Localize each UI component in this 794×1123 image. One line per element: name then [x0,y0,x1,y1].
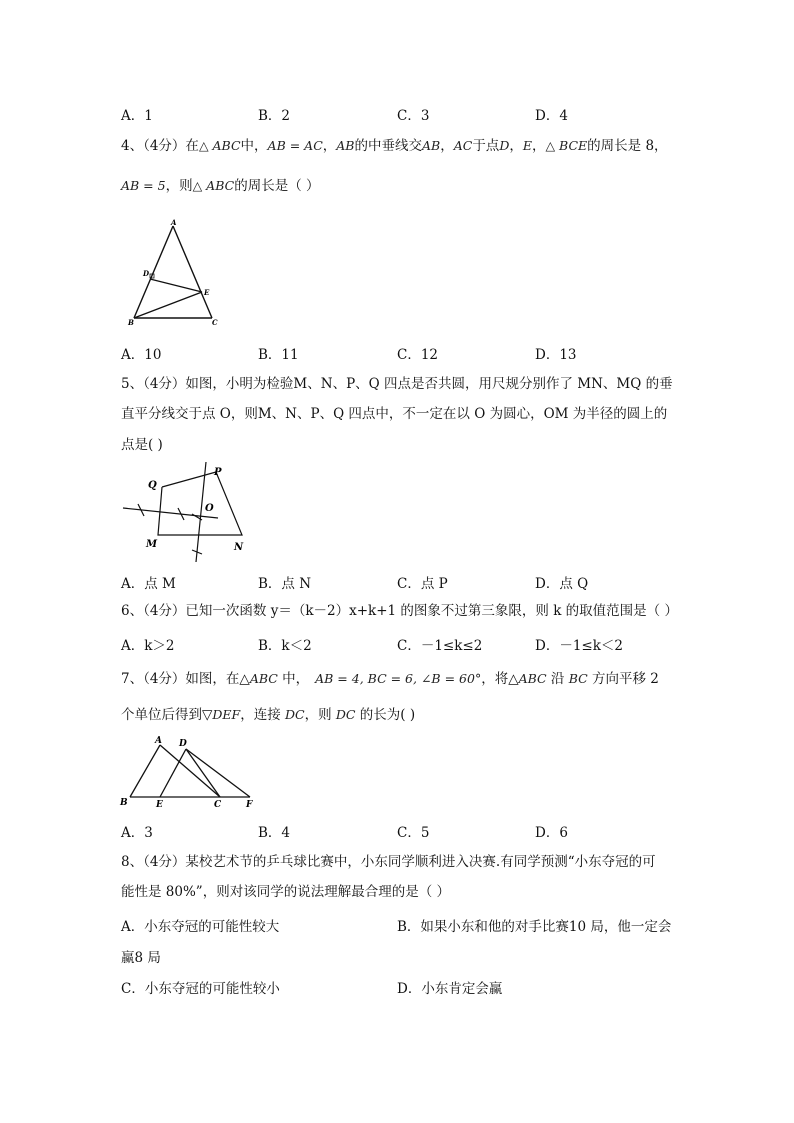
q5-label-n: N [234,542,244,553]
q3-option-b[interactable]: B．2 [258,108,291,124]
q4-option-a[interactable]: A．10 [121,347,162,363]
q6-option-d[interactable]: D．－1≤k＜2 [535,638,623,654]
q5-option-b[interactable]: B．点 N [258,576,312,592]
q7-label-a: A [155,736,162,746]
q4-option-c[interactable]: C．12 [397,347,439,363]
q7-label-c: C [214,800,222,810]
q5-quadrilateral-figure [118,462,258,567]
q4-label-d: D [143,269,150,278]
q8-option-a[interactable]: A．小东夺冠的可能性较大 [121,919,280,935]
q4-label-b: B [128,318,134,327]
q4-option-d[interactable]: D．13 [535,347,577,363]
q8-stem-line1: 8、（4分）某校艺术节的乒乓球比赛中，小东同学顺利进入决赛.有同学预测“小东夺冠的可 [121,854,656,870]
q5-stem-line1: 5、（4分）如图，小明为检验M、N、P、Q 四点是否共圆，用尺规分别作了 MN、MQ 的垂 [121,376,673,392]
q7-option-a[interactable]: A．3 [121,825,153,841]
q7-stem-line1: 7、（4分）如图，在△ABC 中， AB = 4, BC = 6, ∠B = 60°，将△ABC 沿 BC 方向平移 2 [121,671,659,687]
q7-label-b: B [120,798,128,808]
q7-option-b[interactable]: B．4 [258,825,291,841]
q4-option-b[interactable]: B．11 [258,347,299,363]
q8-stem-line2: 能性是 80%”，则对该同学的说法理解最合理的是（ ） [121,884,450,900]
q5-stem-line2: 直平分线交于点 O，则M、N、P、Q 四点中，不一定在以 O 为圆心，OM 为半径的圆上的 [121,406,668,422]
q5-option-c[interactable]: C．点 P [397,576,448,592]
q8-option-d[interactable]: D．小东肯定会赢 [397,981,503,997]
q8-option-c[interactable]: C．小东夺冠的可能性较小 [121,981,280,997]
q7-translation-figure [116,733,261,813]
q5-label-o: O [205,503,214,514]
q5-stem-line3: 点是( ) [121,437,163,453]
q4-label-e: E [204,288,210,297]
q5-option-a[interactable]: A．点 M [121,576,176,592]
q4-triangle-figure [118,218,228,328]
q6-stem-line1: 6、（4分）已知一次函数 y＝（k－2）x+k+1 的图象不过第三象限，则 k 的取值范围是（ ） [121,603,678,619]
q5-option-d[interactable]: D．点 Q [535,576,589,592]
q8-option-b-continued: 赢8 局 [121,950,161,966]
q7-option-d[interactable]: D．6 [535,825,568,841]
q7-stem-line2: 个单位后得到▽DEF，连接 DC，则 DC 的长为( ) [121,707,416,723]
q5-label-m: M [146,539,158,550]
q7-label-f: F [246,800,253,810]
q3-option-a[interactable]: A．1 [121,108,153,124]
q3-option-d[interactable]: D．4 [535,108,568,124]
q4-label-a: A [171,218,177,227]
q3-option-c[interactable]: C．3 [397,108,430,124]
q5-label-q: Q [148,480,157,491]
q7-label-d: D [179,739,187,749]
q7-label-e: E [156,800,163,810]
q7-option-c[interactable]: C．5 [397,825,430,841]
q4-stem-line2: AB = 5，则△ ABC的周长是（ ） [121,178,320,194]
q4-label-c: C [212,318,218,327]
q8-option-b[interactable]: B．如果小东和他的对手比赛10 局，他一定会 [397,919,672,935]
q6-option-a[interactable]: A．k＞2 [121,638,175,654]
q5-label-p: P [214,467,222,478]
q6-option-c[interactable]: C．－1≤k≤2 [397,638,483,654]
q6-option-b[interactable]: B．k＜2 [258,638,312,654]
q4-stem-line1: 4、（4分）在△ ABC中，AB = AC，AB的中垂线交AB，AC于点D，E，△ BCE的周长是 8， [121,138,668,154]
